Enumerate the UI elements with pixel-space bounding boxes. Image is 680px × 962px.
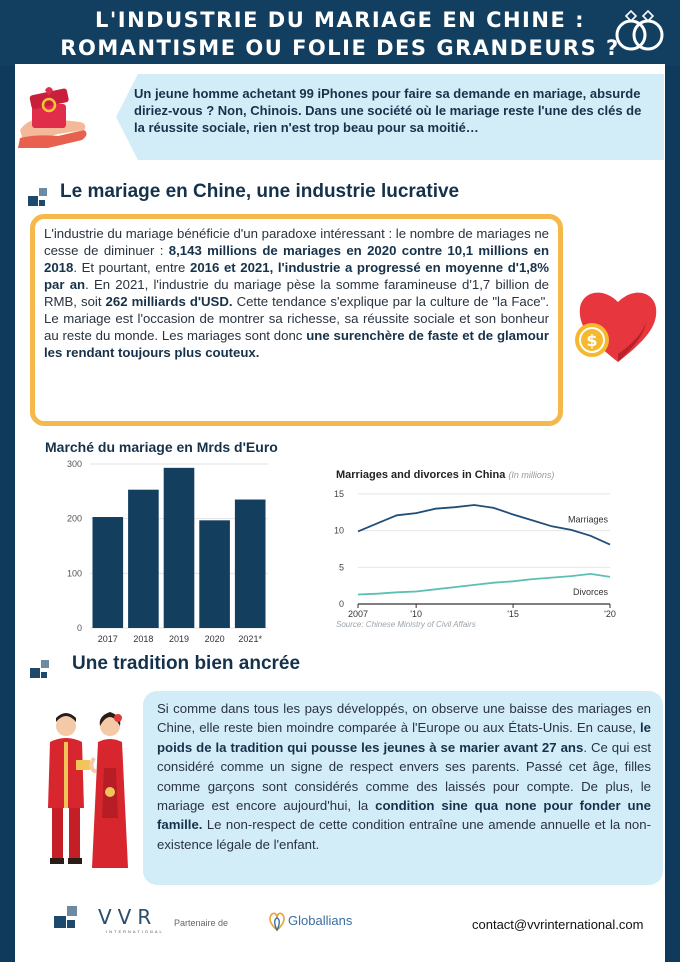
partner-label: Partenaire de [174,918,229,928]
bar-chart-title: Marché du mariage en Mrds d'Euro [45,439,278,455]
industry-text: L'industrie du mariage bénéficie d'un paradoxe intéressant : le nombre de mariages ne cesse de diminuer : 8,143 millions de mariages en 2020 contre 10,1 millions en 2018. Et pourtant, entre 2016 et 2021, l'industrie a progressé en moyenne d'1,8% par an. En 2021, l'industrie du mariage pèse la somme faramineuse d'1,7 billion de RMB, soit 262 milliards d'USD. Cette tendance s'explique par la culture de "la Face". Le mariage est l'occasion de montrer sa richesse, sa réussite sociale et son bonheur au reste du monde. Les mariages sont donc une surenchère de faste et de glamour les rendant toujours plus couteux. [44,226,550,360]
chart-source: Source: Chinese Ministry of Civil Affairs [336,620,476,629]
bar-2021* [235,500,266,628]
bar-chart [40,456,280,648]
ring-box-icon [18,78,94,148]
section-bullet-icon [28,188,50,210]
brand-subtitle: INTERNATIONAL [106,929,164,934]
bar-x-tick: 2020 [204,634,225,644]
line-chart-title: Marriages and divorces in China (In millions) [336,469,555,481]
line-x-tick: 2007 [347,609,369,619]
partner-name: Globallians [288,913,353,928]
chinese-couple-icon [38,708,138,874]
section-title-industry: Le mariage en Chine, une industrie lucrative [60,181,460,202]
brand-name: VVR [98,905,158,929]
bar-2020 [199,520,230,628]
bar-y-tick: 300 [66,459,82,469]
heart-coin-icon [572,282,658,366]
bar-x-tick: 2019 [168,634,190,644]
series-label-divorces: Divorces [572,586,608,597]
bar-x-tick: 2021* [238,634,262,644]
line-y-tick: 15 [333,489,344,499]
line-y-tick: 10 [333,525,344,536]
title-line-2: ROMANTISME OU FOLIE DES GRANDEURS ? [60,36,620,60]
section-bullet-icon [30,660,52,682]
vvr-logo-icon [54,906,84,934]
page-title [60,6,620,62]
line-x-tick: '10 [410,609,423,619]
globallians-logo-icon [266,910,288,932]
bar-2018 [128,490,159,628]
bar-y-tick: 200 [66,513,82,524]
bar-y-tick: 0 [76,623,82,633]
line-x-tick: '20 [604,609,616,619]
bar-x-tick: 2017 [97,634,118,644]
line-chart [330,486,620,620]
section-title-tradition: Une tradition bien ancrée [72,653,301,674]
series-line-marriages [358,505,610,545]
series-label-marriages: Marriages [567,514,608,525]
contact-email[interactable]: contact@vvrinternational.com [472,917,644,932]
svg-text:$: $ [586,331,598,350]
bar-2017 [92,517,123,628]
bar-x-tick: 2018 [133,634,154,644]
intro-text: Un jeune homme achetant 99 iPhones pour faire sa demande en mariage, absurde diriez-vous ? Non, Chinois. Dans une société où le mariage reste l'une des clés de la réussite sociale, rien n'est trop beau pour sa moitié… [134,86,642,135]
tradition-text: Si comme dans tous les pays développés, on observe une baisse des mariages en Chine, elle reste bien moindre comparée à l'Europe ou aux États-Unis. En cause, le poids de la tradition qui pousse les jeunes à se marier avant 27 ans. Ce qui est considéré comme un signe de respect envers ses parents. Passé cet âge, filles comme garçons sont considérés comme des laissés pour compte. De plus, le mariage est encore aujourd'hui, la condition sine qua none pour fonder une famille. Le non-respect de cette condition entraîne une amende annuelle et la non-existence légale de l'enfant. [157,701,651,852]
title-line-1: L'INDUSTRIE DU MARIAGE EN CHINE : [94,8,585,32]
bar-2019 [164,468,195,628]
wedding-rings-icon [610,6,670,56]
bar-y-tick: 100 [66,568,82,579]
line-x-tick: '15 [507,609,519,619]
line-y-tick: 5 [338,562,344,573]
line-y-tick: 0 [338,599,344,609]
